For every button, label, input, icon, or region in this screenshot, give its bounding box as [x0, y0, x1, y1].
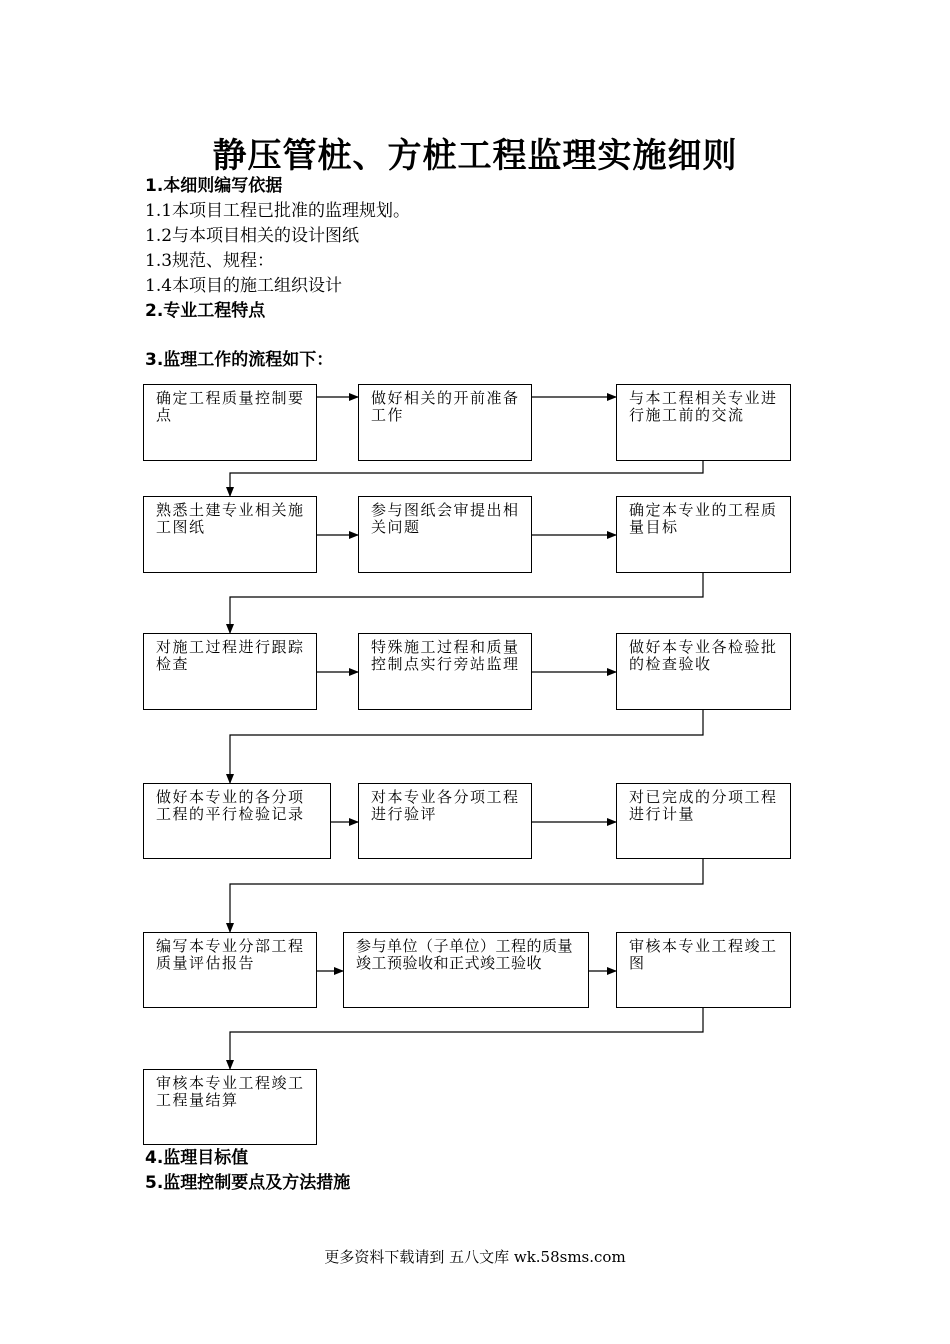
- connector-row1-row2: [230, 461, 703, 496]
- section-1-heading: 1.本细则编写依据: [145, 176, 283, 196]
- flow-step-12: 对已完成的分项工程进行计量: [616, 783, 791, 859]
- flow-step-10: 做好本专业的各分项工程的平行检验记录: [143, 783, 331, 859]
- flow-step-5: 参与图纸会审提出相关问题: [358, 496, 532, 573]
- document-title: 静压管桩、方桩工程监理实施细则: [212, 136, 738, 176]
- connector-row5-row6: [230, 1008, 703, 1069]
- flow-step-4: 熟悉土建专业相关施工图纸: [143, 496, 317, 573]
- flow-step-13: 编写本专业分部工程质量评估报告: [143, 932, 317, 1008]
- section-1-4: 1.4本项目的施工组织设计: [145, 276, 343, 296]
- connector-row3-row4: [230, 710, 703, 783]
- flow-step-14: 参与单位（子单位）工程的质量竣工预验收和正式竣工验收: [343, 932, 589, 1008]
- section-1-1: 1.1本项目工程已批准的监理规划。: [145, 201, 411, 221]
- section-1-3: 1.3规范、规程：: [145, 251, 275, 271]
- section-5-heading: 5.监理控制要点及方法措施: [145, 1173, 351, 1193]
- section-2-heading: 2.专业工程特点: [145, 301, 266, 321]
- flow-step-2: 做好相关的开前准备工作: [358, 384, 532, 461]
- footer-note: 更多资料下载请到 五八文库 wk.58sms.com: [324, 1248, 626, 1266]
- connector-row4-row5: [230, 859, 703, 932]
- flow-step-9: 做好本专业各检验批的检查验收: [616, 633, 791, 710]
- flow-step-6: 确定本专业的工程质量目标: [616, 496, 791, 573]
- flow-step-8: 特殊施工过程和质量控制点实行旁站监理: [358, 633, 532, 710]
- section-1-2: 1.2与本项目相关的设计图纸: [145, 226, 360, 246]
- flow-step-7: 对施工过程进行跟踪检查: [143, 633, 317, 710]
- flow-step-11: 对本专业各分项工程进行验评: [358, 783, 532, 859]
- flow-step-1: 确定工程质量控制要点: [143, 384, 317, 461]
- flow-step-16: 审核本专业工程竣工工程量结算: [143, 1069, 317, 1145]
- flow-step-15: 审核本专业工程竣工图: [616, 932, 791, 1008]
- flow-step-3: 与本工程相关专业进行施工前的交流: [616, 384, 791, 461]
- connector-row2-row3: [230, 573, 703, 633]
- section-3-heading: 3.监理工作的流程如下：: [145, 350, 334, 370]
- section-4-heading: 4.监理目标值: [145, 1148, 249, 1168]
